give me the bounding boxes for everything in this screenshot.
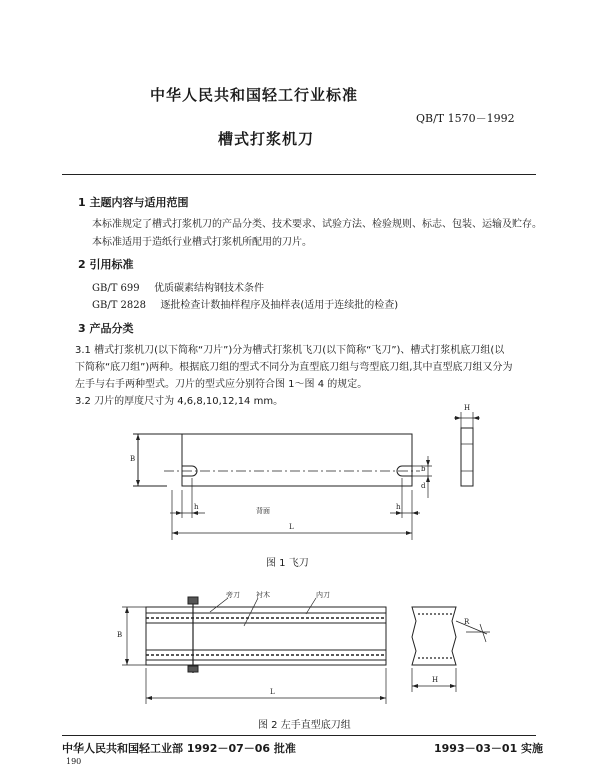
reference-title: 优质碳素结构钢技术条件 [154,283,265,294]
label-L: L [270,688,275,696]
figure-2-caption: 图 2 左手直型底刀组 [258,720,351,731]
section-3-heading: 3 产品分类 [78,322,134,335]
approval-statement: 中华人民共和国轻工业部 1992－07－06 批准 [62,742,296,755]
bolt-nut [188,666,198,672]
leader-liner [244,598,258,626]
side-view-outline [412,607,456,665]
issuing-authority: 中华人民共和国轻工行业标准 [150,86,359,104]
label-B: B [117,631,123,639]
label-B: B [130,455,136,463]
clause-3-1-line-1: 3.1 槽式打浆机刀(以下简称“刀片”)分为槽式打浆机飞刀(以下简称“飞刀”)、槽式打浆机底刀组(以 [75,345,505,356]
label-b: b [421,465,426,473]
section-1-para-1: 本标准规定了槽式打浆机刀的产品分类、技术要求、试验方法、检验规则、标志、包装、运输及贮存。 [92,219,542,230]
reference-title: 逐批检查计数抽样程序及抽样表(适用于连续批的检查) [160,300,399,311]
label-back-side: 背面 [256,507,270,515]
section-2-heading: 2 引用标准 [78,258,134,271]
footer-rule [62,735,536,736]
label-L: L [289,523,294,531]
label-h-left: h [194,503,199,511]
label-H: H [464,404,471,412]
clause-3-1-line-2: 下简称“底刀组”)两种。根据底刀组的型式不同分为直型底刀组与弯型底刀组,其中直型底刀组又分为 [75,362,513,373]
section-1-para-2: 本标准适用于造纸行业槽式打浆机所配用的刀片。 [92,237,312,248]
bed-plate-outline [146,607,386,665]
page-number: 190 [66,757,82,766]
reference-code: GB/T 699 [92,283,140,294]
effective-date: 1993－03－01 实施 [434,742,544,755]
label-side-knife: 旁刀 [226,591,240,599]
figure-1-caption: 图 1 飞刀 [266,558,309,569]
document-title: 槽式打浆机刀 [218,130,315,148]
label-liner: 衬木 [256,591,270,599]
label-R: R [464,618,470,626]
label-h-right: h [396,503,401,511]
label-H: H [432,676,439,684]
section-1-heading: 1 主题内容与适用范围 [78,196,189,209]
standard-number: QB/T 1570－1992 [416,112,515,125]
label-inner-knife: 内刀 [316,591,330,599]
leader-side-knife [210,598,228,612]
label-d: d [421,482,426,490]
clause-3-1-line-3: 左手与右手两种型式。刀片的型式应分别符合图 1～图 4 的规定。 [75,379,368,390]
reference-code: GB/T 2828 [92,300,147,311]
clause-3-2: 3.2 刀片的厚度尺寸为 4,6,8,10,12,14 mm。 [75,396,284,407]
bolt-head [188,597,198,604]
leader-inner-knife [306,598,316,614]
